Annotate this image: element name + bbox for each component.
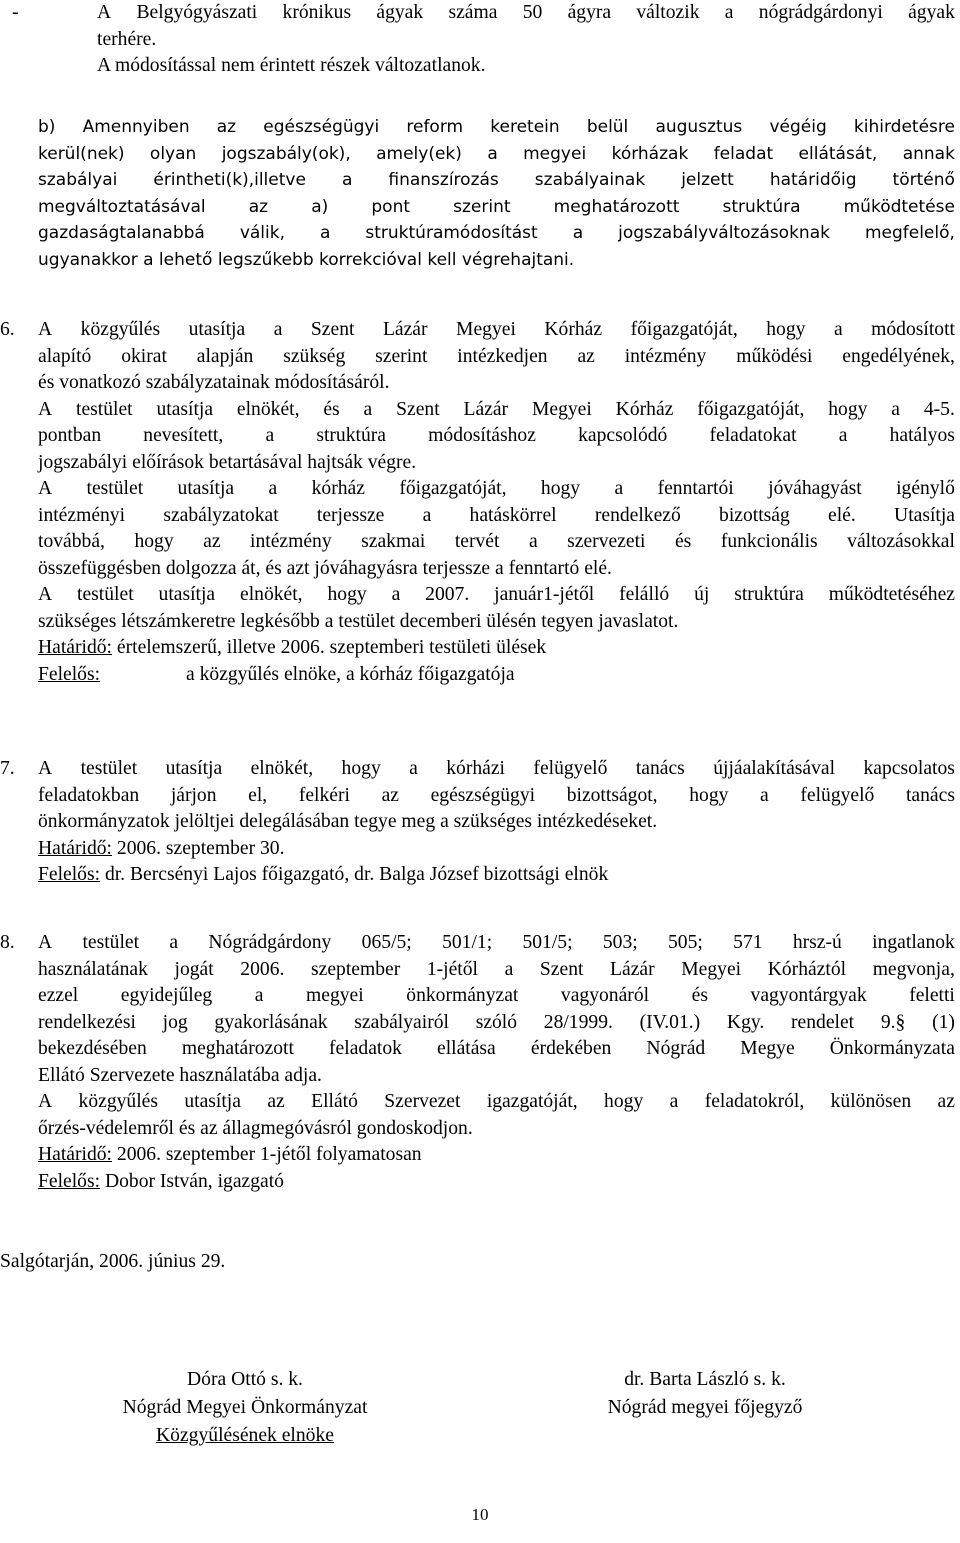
word: hatályos	[889, 425, 955, 446]
word: vagyontárgyak	[750, 985, 867, 1006]
word: felügyelő	[533, 758, 608, 779]
word: felálló	[619, 584, 670, 605]
word: funkcionális	[720, 531, 818, 552]
responsible-label: Felelős:	[38, 1170, 101, 1192]
word: és	[691, 985, 708, 1006]
signature-left-org: Nógrád Megyei Önkormányzat	[122, 1397, 368, 1418]
word: A	[97, 2, 112, 23]
word: 50	[522, 2, 543, 23]
signature-left-name: Dóra Ottó s. k.	[187, 1369, 303, 1390]
word: a	[487, 143, 498, 164]
signature-right	[540, 1366, 870, 1422]
word: Ellátó	[311, 1091, 358, 1112]
word: meghatározott	[181, 1038, 294, 1059]
intro-line-3: A módosítással nem érintett részek változatlanok.	[97, 55, 486, 76]
word: Belgyógyászati	[136, 2, 258, 23]
signature-right-name: dr. Barta László s. k.	[624, 1369, 786, 1390]
word: felkéri	[298, 784, 350, 806]
word: érdekében	[530, 1038, 612, 1059]
word: Szent	[310, 319, 355, 340]
word: 505;	[668, 932, 703, 953]
word: Lázár	[382, 319, 428, 340]
word: tervét	[454, 531, 500, 552]
word: augusztus	[655, 117, 743, 137]
word: szóló	[475, 1011, 518, 1033]
section-b-line-5	[38, 220, 955, 247]
word: Nógrádgárdony	[208, 932, 332, 953]
signature-left	[60, 1366, 430, 1450]
item-6-line-2	[38, 344, 955, 371]
word: struktúra	[316, 425, 386, 446]
word: reform	[406, 117, 464, 137]
item-6-line-6: jogszabályi előírások betartásával hajtsák végre.	[38, 451, 417, 473]
item-6-line-7	[38, 476, 955, 503]
word: elnökét,	[240, 584, 303, 605]
word: 9.§	[880, 1011, 906, 1033]
word: szervezeti	[567, 531, 646, 552]
word: a	[891, 398, 900, 420]
word: hogy	[341, 758, 381, 779]
item-8-line-7	[38, 1089, 955, 1116]
intro-paragraph	[97, 0, 955, 80]
word: bizottság	[719, 504, 790, 526]
word: 065/5;	[361, 932, 412, 953]
word: olyan	[149, 143, 197, 164]
item-6-number: 6.	[0, 319, 15, 340]
word: a	[363, 398, 373, 420]
word: végéig	[769, 117, 827, 137]
word: megfelelő,	[864, 223, 955, 243]
word: A	[38, 758, 53, 779]
word: 1-jétől	[426, 958, 478, 980]
word: jóváhagyást	[768, 478, 862, 499]
word: feladatokról,	[704, 1091, 805, 1112]
item-6-line-11	[38, 582, 955, 609]
word: engedélyének,	[842, 345, 955, 367]
word: elnökét,	[250, 758, 314, 779]
word: A	[38, 319, 53, 340]
word: a	[614, 478, 624, 499]
word: különösen	[830, 1091, 912, 1112]
word: hogy	[134, 531, 174, 552]
intro-line-2: terhére.	[97, 28, 157, 50]
word: egyidejűleg	[120, 985, 213, 1006]
word: alapító	[38, 345, 92, 367]
word: Nógrád	[646, 1038, 706, 1059]
word: struktúra	[734, 584, 804, 605]
item-7-line-3: önkormányzatok jelöltjei delegálásában tegye meg a szükséges intézkedéseket.	[38, 811, 658, 832]
word: testület	[76, 398, 133, 420]
word: 2007.	[425, 584, 470, 605]
word: nevesített,	[143, 425, 224, 446]
word: módosított	[871, 319, 955, 340]
word: 571	[733, 932, 763, 953]
word: Megyei	[531, 398, 592, 420]
item-8-line-1	[38, 930, 955, 957]
word: a	[504, 958, 514, 980]
word: továbbá,	[38, 531, 105, 552]
word: Szervezet	[384, 1091, 461, 1112]
word: a	[724, 2, 734, 23]
word: határidőig	[769, 170, 857, 190]
word: utasítja	[177, 478, 235, 499]
word: A	[38, 932, 53, 953]
word: 4-5.	[923, 398, 955, 420]
word: az	[248, 196, 269, 217]
word: bizottságot,	[566, 784, 658, 806]
word: az	[937, 1091, 955, 1112]
responsible-text: a közgyűlés elnöke, a kórház főigazgatója	[186, 663, 515, 685]
word: Utasítja	[894, 504, 955, 526]
word: a	[265, 425, 275, 446]
word: szabályzatokat	[163, 504, 279, 526]
word: utasítja	[184, 1091, 241, 1112]
word: rendelet	[791, 1011, 855, 1033]
section-b-line-2	[38, 141, 955, 168]
word: hogy	[828, 398, 868, 420]
word: az	[203, 531, 221, 552]
word: Kórház	[544, 319, 603, 340]
word: az	[381, 784, 399, 806]
item-7-responsible	[38, 862, 955, 889]
word: kapcsolatos	[863, 758, 955, 779]
word: keretein	[490, 117, 560, 137]
word: a	[409, 758, 418, 779]
word: egészségügyi	[263, 117, 380, 137]
word: b)	[38, 117, 56, 137]
word: hogy	[327, 584, 367, 605]
word: szabályai	[38, 170, 118, 190]
item-8-line-5	[38, 1036, 955, 1063]
word: 501/1;	[442, 932, 493, 953]
word: megyei	[523, 143, 587, 164]
word: testület	[80, 758, 138, 779]
word: működtetése	[843, 196, 955, 217]
word: igazgatóját,	[486, 1091, 578, 1112]
word: 503;	[602, 932, 638, 953]
word: működési	[736, 345, 813, 367]
item-8-deadline	[38, 1142, 955, 1169]
word: (IV.01.)	[639, 1011, 701, 1033]
word: szabályainak	[534, 170, 646, 190]
word: a	[273, 319, 283, 340]
word: (1)	[932, 1011, 955, 1033]
word: annak	[902, 143, 955, 164]
item-8-line-2	[38, 957, 955, 984]
item-6-deadline	[38, 635, 955, 662]
word: jogszabály(ok),	[221, 143, 351, 164]
word: szabályairól	[354, 1011, 449, 1033]
word: válik,	[239, 223, 285, 243]
word: utasítja	[188, 319, 246, 340]
word: új	[694, 584, 710, 605]
word: struktúra	[722, 196, 801, 217]
word: Lázár	[610, 958, 655, 980]
word: történő	[892, 170, 955, 190]
word: az	[267, 1091, 285, 1112]
word: rendelkezési	[38, 1011, 136, 1033]
item-8-line-8: őrzés-védelemről és az állagmegóvásról gondoskodjon.	[38, 1117, 473, 1139]
word: Megyei	[456, 319, 516, 340]
word: Kgy.	[726, 1011, 765, 1033]
page-number: 10	[471, 1505, 489, 1524]
word: a	[838, 425, 848, 446]
word: használatának	[38, 958, 148, 980]
item-6-line-5	[38, 423, 955, 450]
word: kihirdetésre	[853, 117, 955, 137]
word: jog	[162, 1011, 188, 1033]
word: elnökét,	[236, 398, 300, 420]
word: gazdaságtalanabbá	[38, 223, 205, 243]
word: kórházi	[446, 758, 506, 779]
item-7-line-1	[38, 756, 955, 783]
word: kórházak	[611, 143, 689, 164]
word: tanács	[635, 758, 685, 779]
deadline-label: Határidő:	[38, 837, 112, 859]
word: száma	[448, 2, 498, 23]
word: Szent	[396, 398, 440, 420]
word: A	[38, 398, 53, 420]
word: Kórháztól	[767, 958, 847, 980]
word: és	[323, 398, 340, 420]
word: testület	[77, 584, 134, 605]
word: Megye	[740, 1038, 795, 1059]
word: kapcsolódó	[578, 425, 668, 446]
place-date: Salgótarján, 2006. június 29.	[0, 1251, 226, 1272]
word: változik	[636, 2, 700, 23]
responsible-text: Dobor István, igazgató	[100, 1170, 284, 1192]
word: önkormányzat	[406, 985, 519, 1006]
word: pont	[371, 196, 411, 217]
word: feladatokban	[38, 784, 140, 806]
item-8-number: 8.	[0, 932, 15, 953]
word: megváltoztatásával	[38, 196, 206, 217]
word: ágyak	[376, 2, 424, 23]
word: változásokkal	[847, 531, 955, 552]
word: utasítja	[156, 398, 214, 420]
word: nógrádgárdonyi	[758, 2, 883, 23]
word: A	[38, 584, 53, 605]
word: Lázár	[463, 398, 509, 420]
item-6-line-1	[38, 317, 955, 344]
word: ágyra	[567, 2, 612, 23]
signature-left-title: Közgyűlésének elnöke	[156, 1425, 334, 1446]
word: járjon	[170, 784, 217, 806]
word: hogy	[766, 319, 806, 340]
word: hogy	[689, 784, 729, 806]
item-6-responsible	[38, 662, 955, 689]
word: a	[669, 1091, 679, 1112]
responsible-label: Felelős:	[38, 663, 101, 685]
word: Kórház	[615, 398, 674, 420]
word: főigazgatóját,	[697, 398, 805, 420]
word: az	[216, 117, 237, 137]
intro-line-1	[97, 0, 955, 27]
word: kórház	[311, 478, 365, 499]
word: Szent	[539, 958, 584, 980]
responsible-label: Felelős:	[38, 864, 101, 885]
word: a)	[311, 196, 329, 217]
word: kerül(nek)	[38, 143, 125, 164]
word: egészségügyi	[430, 784, 536, 806]
word: a	[254, 985, 264, 1006]
item-7-paragraph	[38, 756, 955, 889]
word: testület	[86, 478, 144, 499]
word: terjessze	[316, 504, 385, 526]
word: ezzel	[38, 985, 79, 1006]
word: főigazgatóját,	[630, 319, 738, 340]
word: bekezdésében	[38, 1038, 147, 1059]
word: tanács	[905, 784, 955, 806]
item-6-line-12: szükséges létszámkeretre legkésőbb a testület decemberi ülésén tegyen javaslatot.	[38, 610, 679, 632]
word: január1-jétől	[494, 584, 595, 605]
deadline-label: Határidő:	[38, 637, 112, 658]
word: gyakorlásának	[214, 1011, 328, 1033]
word: és	[674, 531, 692, 552]
word: testület	[82, 932, 140, 953]
word: alapján	[196, 345, 254, 367]
word: hrsz-ú	[792, 932, 842, 953]
word: közgyűlés	[78, 1091, 158, 1112]
word: feladatok	[329, 1038, 402, 1059]
word: Önkormányzata	[829, 1038, 955, 1059]
list-dash: -	[12, 2, 19, 23]
word: ellátása	[437, 1038, 496, 1059]
word: meghatározott	[553, 196, 680, 217]
word: módosításhoz	[428, 425, 536, 446]
word: okirat	[121, 345, 167, 367]
word: jogát	[174, 958, 214, 980]
deadline-text: 2006. szeptember 30.	[112, 837, 285, 859]
section-b-line-4	[38, 194, 955, 221]
word: a	[422, 504, 432, 526]
section-b-paragraph	[38, 114, 955, 273]
word: szerint	[375, 345, 428, 367]
word: A	[38, 478, 53, 499]
section-b-line-6: ugyanakkor a lehető legszűkebb korrekcióval kell végrehajtani.	[38, 249, 575, 270]
section-b-line-3	[38, 167, 955, 194]
word: érintheti(k),illetve	[153, 170, 306, 190]
word: 28/1999.	[543, 1011, 613, 1033]
word: a	[268, 478, 278, 499]
word: a	[833, 319, 843, 340]
word: belül	[586, 117, 629, 137]
word: igénylő	[896, 478, 955, 499]
word: ingatlanok	[872, 932, 955, 953]
word: szerint	[453, 196, 511, 217]
item-8-line-3	[38, 983, 955, 1010]
word: fenntartói	[657, 478, 734, 499]
word: rendelkező	[594, 504, 681, 526]
item-6-line-8	[38, 503, 955, 530]
item-7-deadline	[38, 836, 955, 863]
word: hatáskörrel	[469, 504, 557, 526]
word: szükség	[283, 345, 346, 367]
word: jelzett	[681, 170, 734, 190]
word: utasítja	[165, 758, 223, 779]
item-6-line-9	[38, 529, 955, 556]
responsible-text: dr. Bercsényi Lajos főigazgató, dr. Balga József bizottsági elnök	[100, 864, 609, 885]
word: a	[572, 223, 584, 243]
item-6-line-4	[38, 397, 955, 424]
word: Megyei	[681, 958, 742, 980]
section-b-line-1	[38, 114, 955, 141]
item-8-responsible	[38, 1169, 955, 1196]
word: a	[341, 170, 353, 190]
word: intézmény	[250, 531, 332, 552]
word: vagyonáról	[560, 985, 650, 1006]
word: Amennyiben	[82, 117, 190, 137]
word: a	[528, 531, 538, 552]
word: szeptember	[311, 958, 401, 980]
word: A	[38, 1091, 53, 1112]
word: ellátását,	[798, 143, 878, 164]
word: közgyűlés	[80, 319, 161, 340]
word: a	[169, 932, 179, 953]
word: elé.	[828, 504, 856, 526]
word: intézmény	[624, 345, 707, 367]
word: feletti	[909, 985, 955, 1006]
word: utasítja	[158, 584, 216, 605]
item-8-line-6: Ellátó Szervezete használatába adja.	[38, 1064, 322, 1086]
word: amely(ek)	[376, 143, 462, 164]
word: az	[577, 345, 595, 367]
word: struktúramódosítást	[365, 223, 538, 243]
item-7-line-2	[38, 783, 955, 810]
item-8-paragraph	[38, 930, 955, 1195]
word: felügyelő	[800, 784, 875, 806]
word: a	[391, 584, 401, 605]
word: pontban	[38, 425, 102, 446]
word: szakmai	[361, 531, 426, 552]
word: megyei	[306, 985, 364, 1006]
word: 2006.	[240, 958, 285, 980]
word: a	[319, 223, 331, 243]
word: újjáalakításával	[713, 758, 836, 779]
word: intézkedjen	[457, 345, 548, 367]
word: a	[760, 784, 769, 806]
deadline-text: 2006. szeptember 1-jétől folyamatosan	[112, 1144, 422, 1165]
word: megvonja,	[872, 958, 955, 980]
signature-right-title: Nógrád megyei főjegyző	[607, 1397, 803, 1418]
item-8-line-4	[38, 1010, 955, 1037]
word: feladat	[713, 143, 774, 164]
item-6-line-3: és vonatkozó szabályzatainak módosításáról.	[38, 372, 390, 393]
deadline-text: értelemszerű, illetve 2006. szeptemberi testületi ülések	[112, 637, 547, 658]
deadline-label: Határidő:	[38, 1144, 112, 1165]
word: intézményi	[38, 504, 126, 526]
word: hogy	[604, 1091, 644, 1112]
word: jogszabályváltozásoknak	[618, 223, 830, 243]
word: működtetéséhez	[828, 584, 955, 605]
word: ágyak	[908, 2, 955, 23]
word: feladatokat	[709, 425, 797, 446]
word: főigazgatóját,	[399, 478, 507, 499]
word: hogy	[540, 478, 581, 499]
item-6-paragraph	[38, 317, 955, 688]
word: 501/5;	[522, 932, 573, 953]
item-6-line-10: összefüggésben dolgozza át, és azt jóváhagyásra terjessze a fenntartó elé.	[38, 557, 612, 579]
item-7-number: 7.	[0, 758, 15, 779]
word: krónikus	[282, 2, 352, 23]
word: el,	[248, 784, 268, 806]
word: finanszírozás	[388, 170, 499, 190]
